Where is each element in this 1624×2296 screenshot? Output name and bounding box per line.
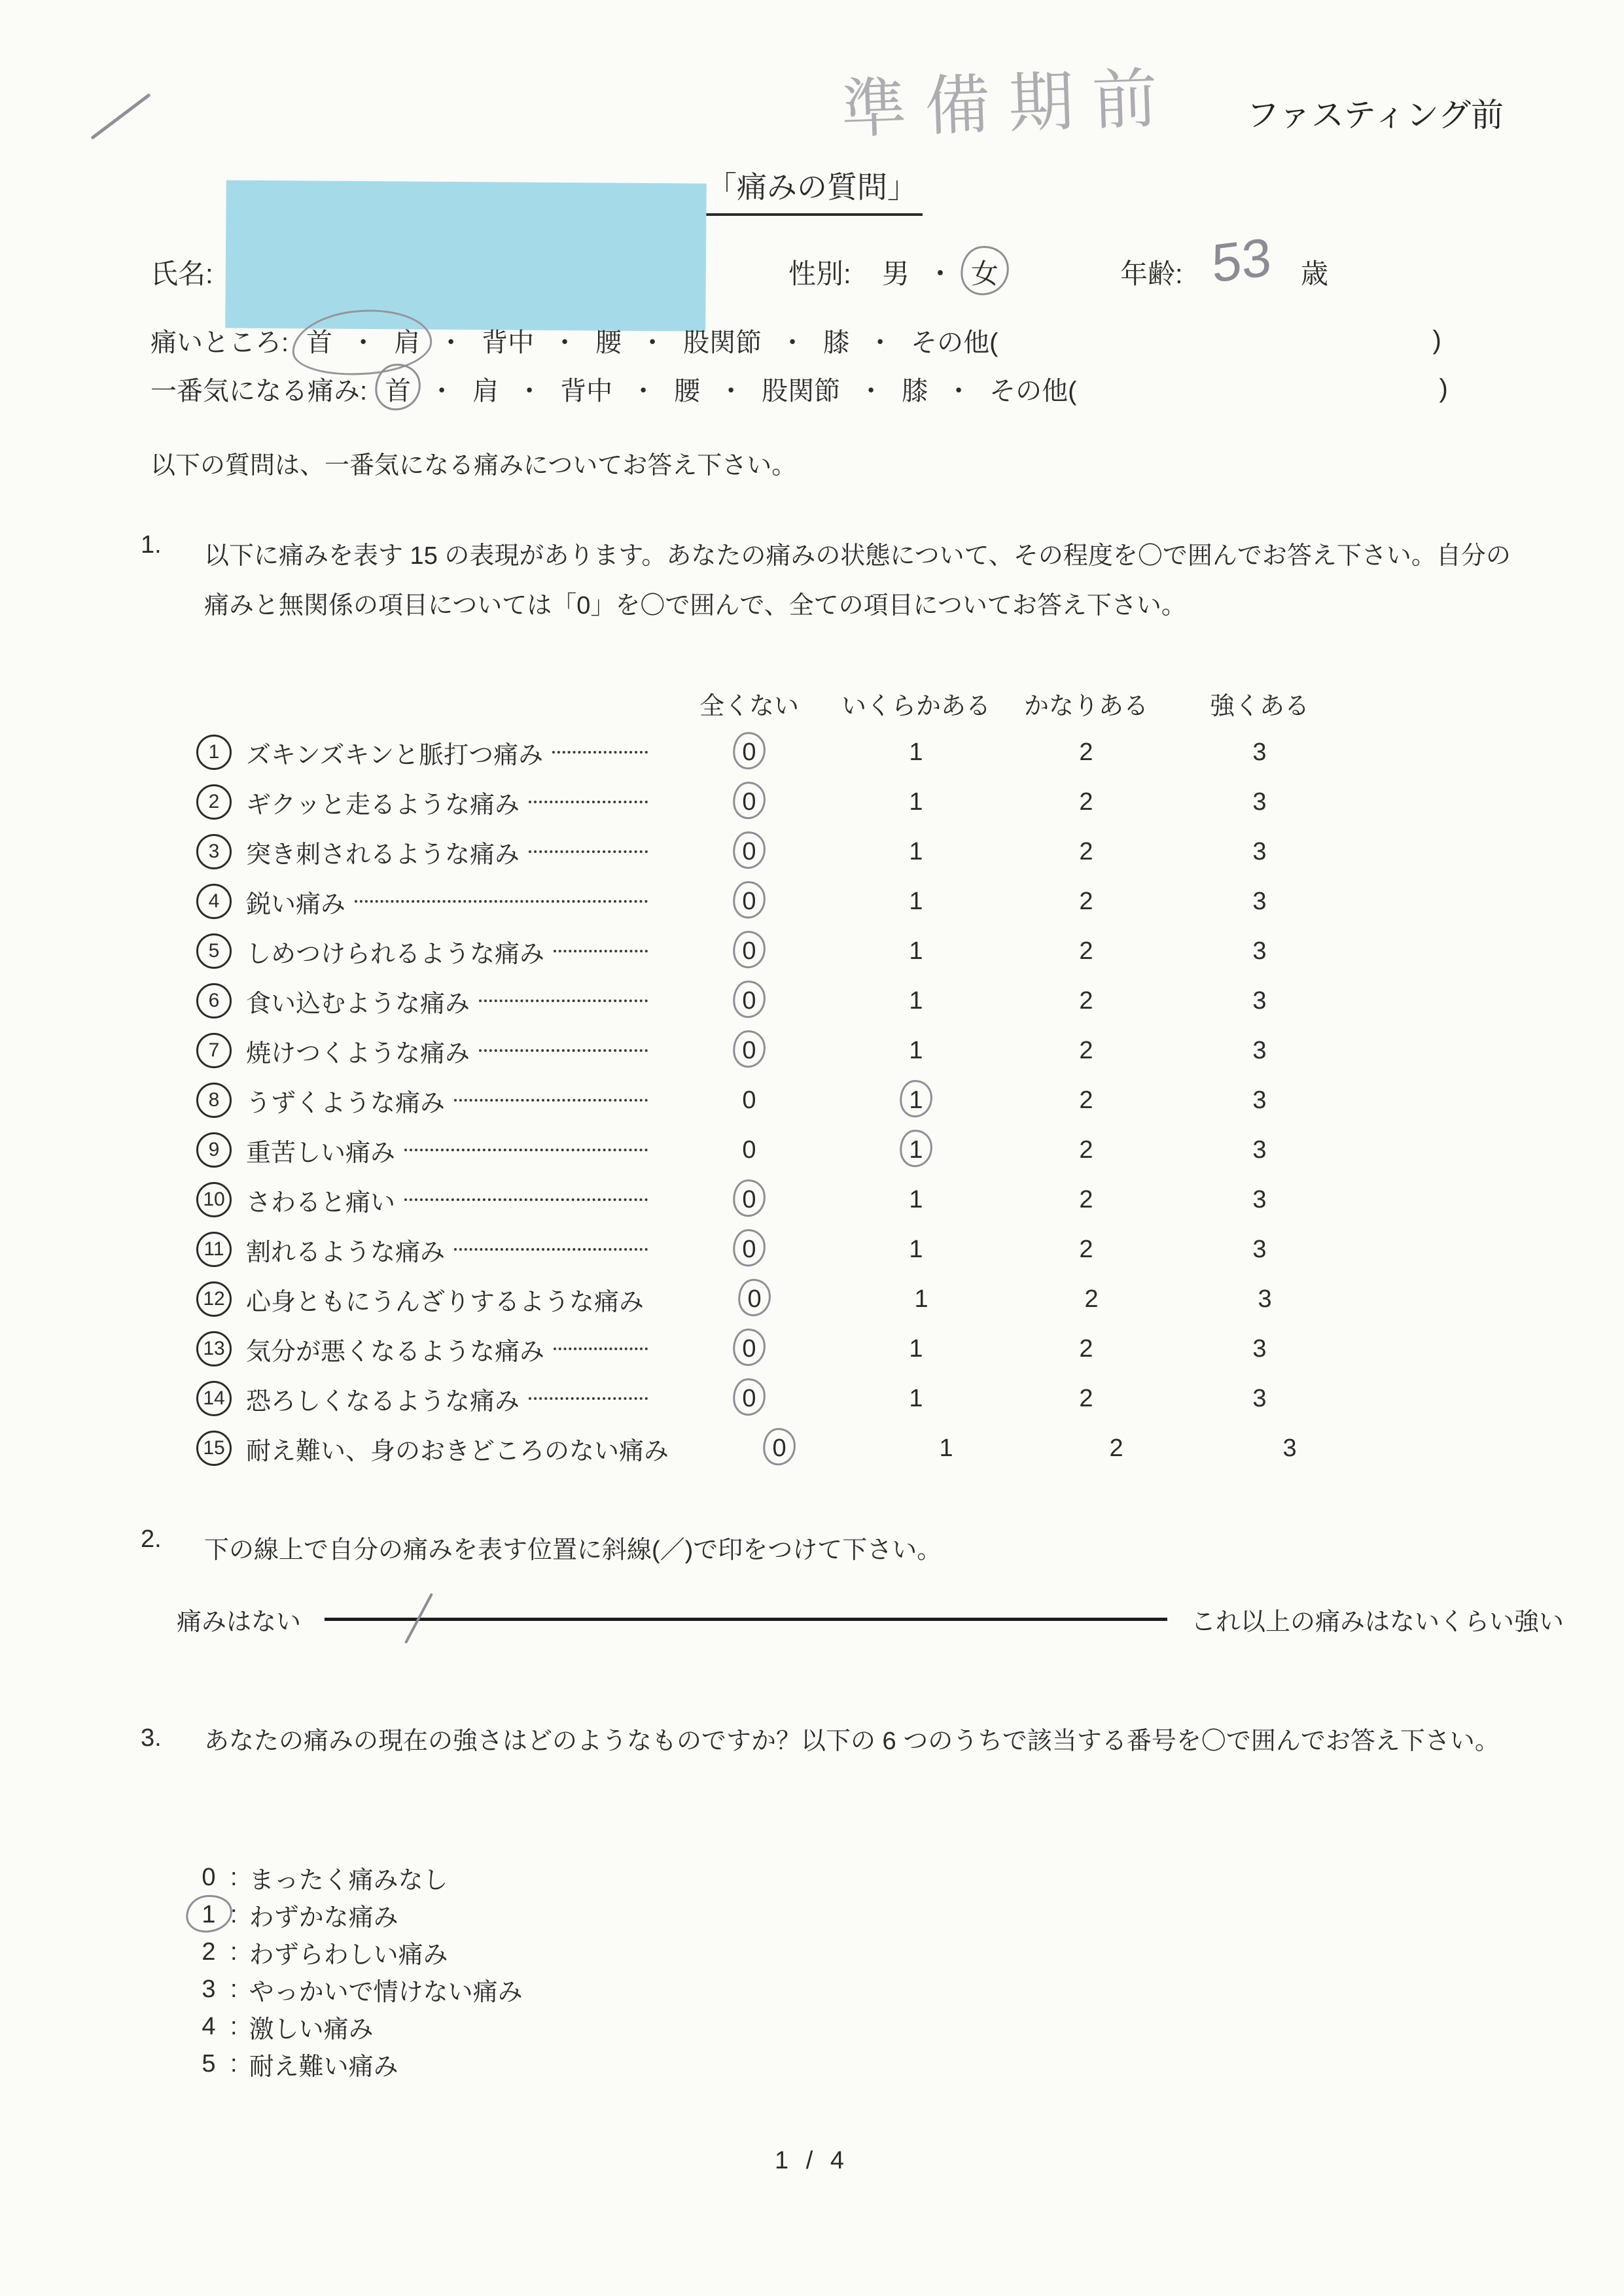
score-value: 3 [1252,1334,1267,1363]
handwritten-phase-note: 準備期前 [839,61,1178,147]
separator-dot: ・ [438,328,465,357]
score-value: 3 [1252,1384,1267,1412]
item-number-badge: 3 [196,834,232,869]
item-label: しめつけられるような痛み [246,940,545,968]
column-header-none: 全くない [699,692,799,720]
pain-item-row [196,1374,1348,1423]
score-cell-1 [861,1435,1031,1463]
score-cell-3 [1201,1435,1378,1463]
score-cell-0 [667,1136,831,1164]
score-value: 0 [742,788,756,816]
intensity-option [195,2008,523,2045]
score-value: 1 [939,1434,953,1462]
item-label: 突き刺されるような痛み [246,841,520,869]
pain-location-option: 背中 [482,328,535,357]
score-cell-1 [831,1186,1001,1214]
score-value: 2 [1079,1384,1093,1412]
score-cell-3 [1171,1087,1348,1115]
intro-instruction: 以下の質問は、一番気になる痛みについてお答え下さい。 [150,452,797,479]
score-value: 1 [909,937,923,965]
score-cell-2 [1001,1186,1171,1214]
option-colon: : [230,1938,238,1966]
item-label: 鋭い痛み [246,890,346,918]
score-cell-1 [831,888,1001,916]
dotted-leader [454,1248,648,1251]
pain-item-row [196,1026,1348,1075]
score-value: 1 [909,837,923,865]
score-cell-3 [1171,1385,1348,1413]
score-cell-0 [667,1186,831,1214]
item-number-badge: 6 [196,983,232,1018]
name-label: 氏名: [150,258,213,289]
separator-dot: ・ [350,328,377,357]
item-number-badge: 13 [196,1331,232,1366]
main-pain-option: 背中 [560,377,613,406]
option-value: 2 [202,1938,216,1966]
score-cells [667,739,1348,767]
score-cell-2 [1006,1285,1176,1313]
item-number-badge: 15 [196,1431,232,1466]
pencil-tick-mark [90,93,150,139]
item-number-badge: 11 [196,1232,232,1267]
rating-rows [196,727,1348,1473]
dotted-leader [479,1049,648,1052]
score-cells [667,1087,1348,1115]
option-value: 5 [202,2050,216,2078]
pain-item-row [196,926,1348,976]
score-cells [667,888,1348,916]
age-unit: 歳 [1301,258,1329,289]
score-cells [667,1236,1348,1264]
column-header-quite: かなりある [1023,692,1148,720]
dotted-leader [355,900,648,903]
score-value: 2 [1079,1235,1093,1263]
score-value: 0 [742,937,756,965]
dotted-leader [529,850,648,853]
score-value: 3 [1252,937,1267,965]
gender-label: 性別: [788,258,851,289]
option-colon: : [230,2013,238,2040]
separator-dot: ・ [945,377,972,406]
rating-table-header [196,679,1348,727]
pain-item-row [196,727,1348,777]
score-cell-2 [1031,1435,1201,1463]
item-number-badge: 8 [196,1083,232,1118]
circled-group-neck-shoulder [306,322,420,359]
main-pain-option: 腰 [674,377,701,406]
item-label: 割れるような痛み [246,1238,446,1266]
pain-location-option: 股関節 [683,328,762,357]
intensity-option [195,2045,523,2083]
option-colon: : [230,1864,238,1891]
score-value: 1 [909,1185,923,1213]
score-cell-2 [1001,937,1171,965]
column-header-some: いくらかある [841,692,991,720]
score-value: 2 [1079,1334,1093,1363]
main-pain-option: 股関節 [762,377,841,406]
fasting-phase-label: ファスティング前 [1246,97,1504,133]
option-value: 3 [202,1975,216,2003]
score-value: 1 [909,986,923,1015]
pain-rating-table [196,679,1348,1473]
score-cell-2 [1001,1136,1171,1164]
item-label: 恐ろしくなるような痛み [246,1387,520,1416]
main-pain-option: 肩 [472,377,499,406]
score-cell-0 [667,1385,831,1413]
dotted-leader [554,1348,648,1350]
column-header-strong: 強くある [1209,692,1309,720]
separator-dot: ・ [858,377,885,406]
pain-item-row [196,1274,1348,1324]
score-value: 1 [909,1235,923,1263]
score-value: 1 [909,1036,923,1064]
dotted-leader [529,1397,648,1400]
score-cell-1 [831,1037,1001,1065]
separator-dot: ・ [630,377,657,406]
score-cell-1 [836,1285,1006,1313]
option-label: 耐え難い痛み [249,2053,398,2081]
score-cell-3 [1171,788,1348,816]
option-label: わずかな痛み [249,1904,398,1932]
dotted-leader [404,1149,648,1151]
option-value: 1 [195,1901,222,1929]
pain-location-row [150,322,1441,359]
separator-dot: ・ [867,328,894,357]
score-value: 2 [1079,937,1093,965]
score-cells [667,987,1348,1015]
score-cell-3 [1171,838,1348,866]
score-value: 2 [1079,1036,1093,1064]
item-label: さわると痛い [246,1189,396,1217]
page-number: 1 / 4 [775,2147,849,2174]
item-label: 心身ともにうんざりするような痛み [246,1288,644,1316]
score-value: 0 [742,887,756,915]
score-cell-0 [667,788,831,816]
other-close-paren: ) [1439,374,1448,403]
item-number-badge: 9 [196,1132,232,1168]
question2-number: 2. [141,1525,162,1553]
gender-options [882,252,998,292]
score-value: 0 [742,1384,756,1412]
score-cell-3 [1176,1285,1353,1313]
score-cells [667,1037,1348,1065]
score-cell-0 [673,1285,836,1313]
option-label: まったく痛みなし [249,1867,448,1894]
item-label: 重苦しい痛み [246,1139,396,1167]
score-value: 1 [909,738,923,766]
score-cell-2 [1001,739,1171,767]
score-cell-1 [831,788,1001,816]
score-cell-0 [667,888,831,916]
score-value: 2 [1079,837,1093,865]
option-colon: : [230,1975,238,2003]
score-value: 3 [1252,1086,1267,1114]
pain-item-row [196,827,1348,877]
score-cell-0 [667,937,831,965]
pain-item-row [196,1225,1348,1274]
pain-item-row [196,1175,1348,1225]
question1-text: 以下に痛みを表す 15 の表現があります。あなたの痛みの状態について、その程度を〇で囲んでお答え下さい。自分の痛みと無関係の項目については「0」を〇で囲んで、全ての項目についてお答え下さい。 [204,542,1511,619]
item-number-badge: 10 [196,1182,232,1217]
pain-item-row [196,976,1348,1026]
score-value: 3 [1252,837,1267,865]
score-value: 0 [772,1434,786,1462]
score-cell-2 [1001,1037,1171,1065]
gender-option-female: 女 [971,252,998,292]
dotted-leader [554,950,648,952]
dotted-leader [454,1099,648,1102]
score-cell-1 [831,1236,1001,1264]
pain-item-row [196,1423,1348,1473]
gender-option-male: 男 [882,258,910,289]
item-label: ズキンズキンと脈打つ痛み [246,741,544,769]
score-cell-0 [697,1435,861,1463]
pain-item-row [196,1075,1348,1125]
score-cell-1 [831,1136,1001,1164]
score-cell-3 [1171,1186,1348,1214]
intensity-option [195,1859,523,1896]
pain-location-label: 痛いところ: [150,328,289,357]
question2-text: 下の線上で自分の痛みを表す位置に斜線(／)で印をつけて下さい。 [204,1537,942,1564]
score-cells [667,788,1348,816]
patient-info-row [0,252,1624,292]
separator-dot: ・ [552,328,578,357]
score-cell-1 [831,739,1001,767]
score-cell-0 [667,1037,831,1065]
separator-dot: ・ [639,328,666,357]
score-value: 3 [1252,788,1267,816]
score-value: 0 [742,986,756,1015]
score-value: 3 [1252,1235,1267,1263]
score-cells [667,1136,1348,1164]
separator-dot: ・ [927,258,955,289]
score-value: 2 [1079,887,1093,915]
page-title: 「痛みの質問」 [701,164,923,216]
question3-text: あなたの痛みの現在の強さはどのようなものですか？以下の 6 つのうちで該当する番号を〇で囲んでお答え下さい。 [204,1728,1500,1755]
score-cell-0 [667,838,831,866]
intensity-option [195,1971,523,2008]
score-cell-2 [1001,888,1171,916]
pain-item-row [196,777,1348,827]
item-label: 耐え難い、身のおきどころのない痛み [246,1437,669,1465]
other-open-label: その他( [989,377,1077,406]
option-value: 4 [202,2013,216,2040]
score-value: 3 [1252,887,1267,915]
score-value: 0 [742,738,756,766]
score-value: 2 [1084,1285,1099,1313]
score-cell-1 [831,838,1001,866]
score-value: 1 [909,1136,923,1164]
intensity-option [195,1934,523,1971]
score-cell-3 [1171,937,1348,965]
score-cell-2 [1001,1236,1171,1264]
score-cell-1 [831,1087,1001,1115]
score-cells [667,1186,1348,1214]
pain-location-option: 腰 [595,328,622,357]
score-value: 2 [1079,986,1093,1015]
main-pain-option: 首 [385,370,411,408]
dotted-leader [404,1198,648,1201]
item-number-badge: 5 [196,933,232,969]
pain-item-row [196,1125,1348,1175]
score-cells [667,937,1348,965]
vas-pencil-mark [404,1593,433,1644]
score-value: 0 [742,1086,756,1114]
item-number-badge: 12 [196,1281,232,1317]
score-cell-2 [1001,987,1171,1015]
score-cell-3 [1171,888,1348,916]
option-value: 0 [202,1864,216,1891]
score-cell-0 [667,1236,831,1264]
score-value: 1 [909,1086,923,1114]
separator-dot: ・ [516,377,543,406]
score-cell-1 [831,987,1001,1015]
score-value: 0 [747,1285,762,1313]
item-number-badge: 4 [196,884,232,919]
score-value: 0 [742,1136,756,1164]
score-cell-0 [667,987,831,1015]
vas-line [325,1618,1167,1621]
score-value: 0 [742,837,756,865]
question3-number: 3. [141,1724,162,1752]
score-cell-3 [1171,987,1348,1015]
score-cells [667,1335,1348,1363]
score-cell-3 [1171,739,1348,767]
option-colon: : [230,1901,238,1928]
item-label: ギクッと走るような痛み [246,791,520,819]
dotted-leader [529,801,648,803]
rating-column-headers [667,686,1348,722]
vas-left-label: 痛みはない [177,1609,302,1636]
pain-location-option: 首 [306,328,333,357]
item-number-badge: 14 [196,1381,232,1416]
score-value: 3 [1282,1434,1297,1462]
item-number-badge: 1 [196,735,232,770]
score-value: 1 [909,887,923,915]
score-value: 2 [1079,1086,1093,1114]
age-label: 年齢: [1120,258,1183,289]
score-cell-1 [831,1335,1001,1363]
score-cell-0 [667,1087,831,1115]
score-cells [697,1435,1378,1463]
pain-item-row [196,1324,1348,1374]
main-pain-option: 膝 [902,377,928,406]
dotted-leader [479,1000,648,1002]
score-cells [667,1385,1348,1413]
score-value: 3 [1258,1285,1272,1313]
pain-item-row [196,877,1348,926]
score-value: 3 [1252,1185,1267,1213]
score-cell-2 [1001,788,1171,816]
main-pain-row [150,370,1448,408]
score-cell-3 [1171,1136,1348,1164]
score-cell-0 [667,1335,831,1363]
item-number-badge: 2 [196,784,232,820]
score-value: 2 [1079,1185,1093,1213]
other-close-paren: ) [1432,326,1441,355]
score-cell-3 [1171,1037,1348,1065]
score-value: 1 [909,1384,923,1412]
score-value: 1 [914,1285,928,1313]
score-cells [673,1285,1353,1313]
option-label: わずらわしい痛み [249,1941,448,1969]
score-value: 2 [1079,738,1093,766]
score-cell-0 [667,739,831,767]
pain-location-option: 肩 [394,328,421,357]
score-value: 3 [1252,1136,1267,1164]
score-cell-1 [831,1385,1001,1413]
other-open-label: その他( [911,328,998,357]
item-number-badge: 7 [196,1033,232,1068]
score-cell-3 [1171,1335,1348,1363]
intensity-option-list [195,1859,523,2083]
vas-right-label: これ以上の痛みはないくらい強い [1190,1609,1564,1636]
item-label: 食い込むような痛み [246,990,470,1018]
separator-dot: ・ [779,328,806,357]
score-value: 0 [742,1235,756,1263]
score-cell-2 [1001,1385,1171,1413]
option-label: 激しい痛み [249,2016,374,2044]
separator-dot: ・ [429,377,455,406]
visual-analog-scale [177,1601,1564,1637]
score-value: 3 [1252,738,1267,766]
intensity-option [195,1896,523,1934]
score-cell-3 [1171,1236,1348,1264]
score-value: 2 [1109,1434,1123,1462]
score-cell-2 [1001,1335,1171,1363]
separator-dot: ・ [718,377,745,406]
option-colon: : [230,2050,238,2078]
option-label: やっかいで情けない痛み [249,1979,523,2006]
question1-number: 1. [141,531,162,559]
score-value: 2 [1079,1136,1093,1164]
item-label: うずくような痛み [246,1089,446,1117]
score-value: 0 [742,1036,756,1064]
handwritten-age-value: 53 [1210,227,1273,294]
score-value: 1 [909,788,923,816]
score-value: 3 [1252,1036,1267,1064]
score-value: 3 [1252,986,1267,1015]
dotted-leader [552,751,648,754]
score-value: 0 [742,1185,756,1213]
score-value: 1 [909,1334,923,1363]
item-label: 気分が悪くなるような痛み [246,1338,545,1366]
pain-location-option: 膝 [823,328,850,357]
main-pain-label: 一番気になる痛み: [150,377,368,406]
score-cell-1 [831,937,1001,965]
score-cells [667,838,1348,866]
score-value: 0 [742,1334,756,1363]
score-cell-2 [1001,1087,1171,1115]
score-value: 2 [1079,788,1093,816]
score-cell-2 [1001,838,1171,866]
item-label: 焼けつくような痛み [246,1039,470,1068]
